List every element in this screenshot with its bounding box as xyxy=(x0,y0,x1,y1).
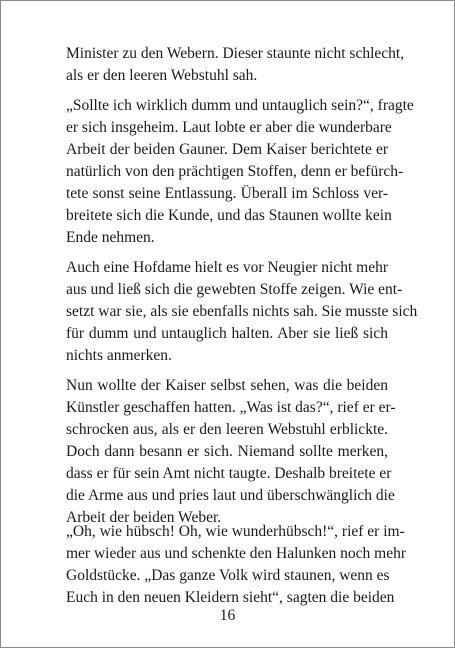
text-line: die Arme aus und pries laut und überschwänglich die xyxy=(66,487,395,504)
text-line: setzt war sie, als sie ebenfalls nichts sah. Sie musste sich xyxy=(66,303,418,320)
text-line: aus und ließ sich die gewebten Stoffe zeigen. Wie ent- xyxy=(66,281,403,298)
text-line: natürlich von den prächtigen Stoffen, denn er befürch- xyxy=(66,163,404,180)
text-line: Ende nehmen. xyxy=(66,229,155,246)
text-line: tete sonst seine Entlassung. Überall im Schloss ver- xyxy=(66,185,388,202)
text-line: dass er für sein Amt nicht taugte. Deshalb breitete er xyxy=(66,465,392,482)
text-line: Minister zu den Webern. Dieser staunte nicht schlecht, xyxy=(66,45,405,62)
text-line: „Sollte ich wirklich dumm und untauglich sein?“, fragte xyxy=(66,97,414,114)
text-line: breitete sich die Kunde, und das Staunen wollte kein xyxy=(66,207,392,224)
text-line: Arbeit der beiden Weber. xyxy=(66,509,222,526)
text-line: schrocken aus, als er den leeren Webstuhl erblickte. xyxy=(66,421,388,438)
text-line: als er den leeren Webstuhl sah. xyxy=(66,67,258,84)
text-line: nichts anmerken. xyxy=(66,347,172,364)
text-line: Doch dann besann er sich. Niemand sollte merken, xyxy=(66,443,388,460)
text-line: für dumm und untauglich halten. Aber sie ließ sich xyxy=(66,325,388,342)
text-line: Nun wollte der Kaiser selbst sehen, was die beiden xyxy=(66,377,388,394)
text-line: Euch in den neuen Kleidern sieht“, sagten die beiden xyxy=(66,589,395,606)
text-line: Auch eine Hofdame hielt es vor Neugier nicht mehr xyxy=(66,259,388,276)
text-line: „Oh, wie hübsch! Oh, wie wunderhübsch!“, rief er im- xyxy=(66,523,405,540)
page-number: 16 xyxy=(219,607,236,624)
text-line: Künstler geschaffen hatten. „Was ist das?“, rief er er- xyxy=(66,399,396,416)
text-line: Goldstücke. „Das ganze Volk wird staunen, wenn es xyxy=(66,567,390,584)
text-line: er sich insgeheim. Laut lobte er aber die wunderbare xyxy=(66,119,392,136)
text-line: Arbeit der beiden Gauner. Dem Kaiser berichtete er xyxy=(66,141,388,158)
text-line: mer wieder aus und schenkte den Halunken noch mehr xyxy=(66,545,407,562)
